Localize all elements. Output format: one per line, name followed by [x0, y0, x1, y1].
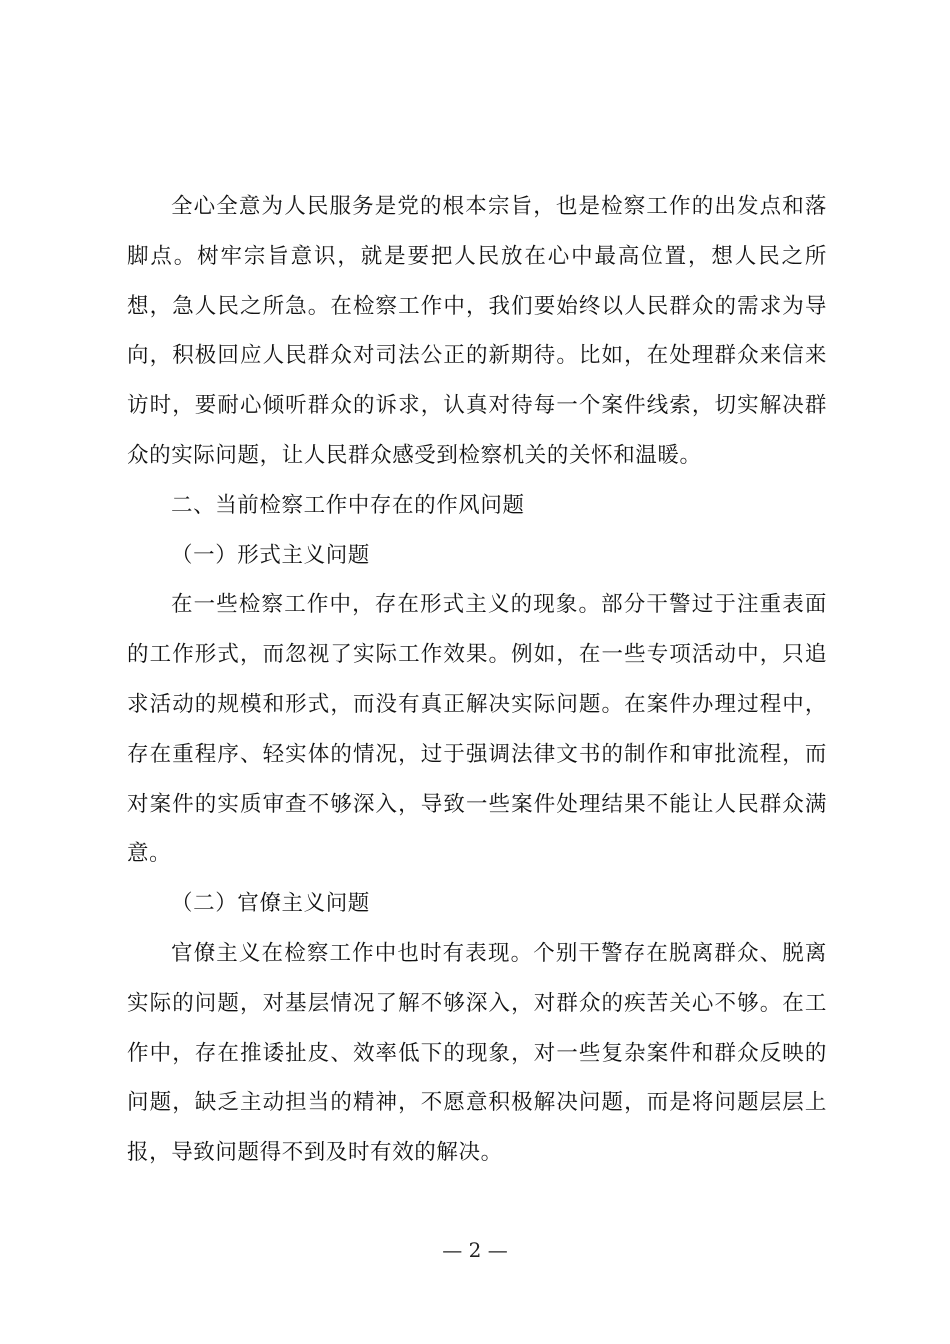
page-body	[127, 182, 827, 1178]
subheading-bureaucratism: （二）官僚主义问题	[171, 891, 370, 917]
section-heading-style-problems: 二、当前检察工作中存在的作风问题	[171, 492, 525, 518]
page-number: — 2 —	[442, 1238, 508, 1262]
paragraph-mission: 全心全意为人民服务是党的根本宗旨，也是检察工作的出发点和落脚点。树牢宗旨意识，就是要把人民放在心中最高位置，想人民之所想，急人民之所急。在检察工作中，我们要始终以人民群众的需求为导向，积极回应人民群众对司法公正的新期待。比如，在处理群众来信来访时，要耐心倾听群众的诉求，认真对待每一个案件线索，切实解决群众的实际问题，让人民群众感受到检察机关的关怀和温暖。	[127, 194, 827, 468]
subheading-formalism: （一）形式主义问题	[171, 542, 370, 568]
paragraph-formalism: 在一些检察工作中，存在形式主义的现象。部分干警过于注重表面的工作形式，而忽视了实际工作效果。例如，在一些专项活动中，只追求活动的规模和形式，而没有真正解决实际问题。在案件办理过程中，存在重程序、轻实体的情况，过于强调法律文书的制作和审批流程，而对案件的实质审查不够深入，导致一些案件处理结果不能让人民群众满意。	[127, 592, 827, 867]
paragraph-bureaucratism: 官僚主义在检察工作中也时有表现。个别干警存在脱离群众、脱离实际的问题，对基层情况了解不够深入，对群众的疾苦关心不够。在工作中，存在推诿扯皮、效率低下的现象，对一些复杂案件和群众反映的问题，缺乏主动担当的精神，不愿意积极解决问题，而是将问题层层上报，导致问题得不到及时有效的解决。	[127, 940, 827, 1166]
